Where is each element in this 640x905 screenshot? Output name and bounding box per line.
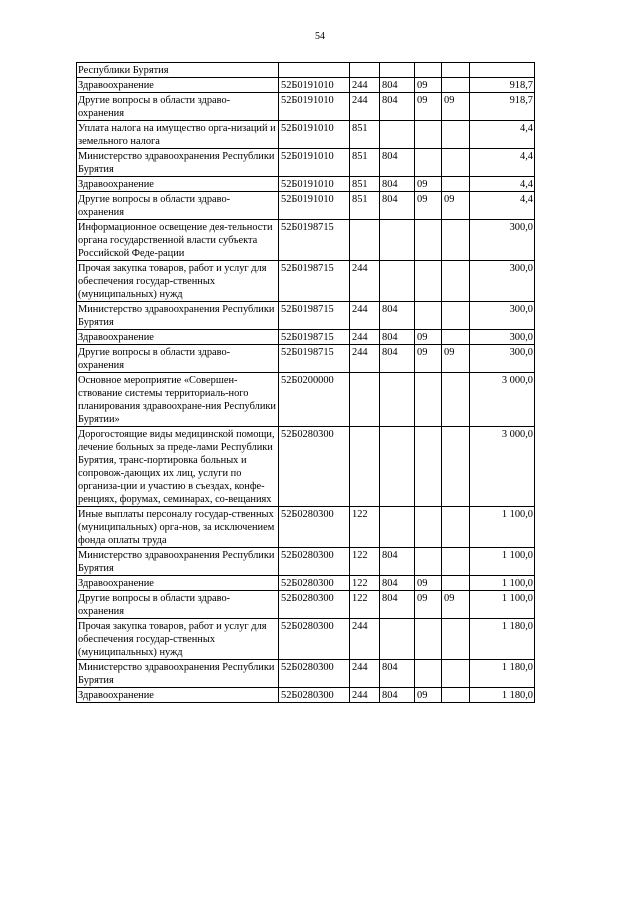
amount-cell: 1 100,0 — [470, 548, 535, 576]
amount-cell: 4,4 — [470, 121, 535, 149]
section-code-cell — [415, 121, 442, 149]
table-row — [77, 619, 535, 660]
amount-cell: 918,7 — [470, 78, 535, 93]
target-article-code-cell: 52Б0280300 — [279, 688, 350, 703]
target-article-code-cell: 52Б0191010 — [279, 149, 350, 177]
administrator-code-cell: 804 — [380, 149, 415, 177]
table-row — [77, 427, 535, 507]
subsection-code-cell — [442, 177, 470, 192]
expense-type-code-cell: 122 — [350, 548, 380, 576]
subsection-code-cell — [442, 507, 470, 548]
expense-type-code-cell — [350, 427, 380, 507]
table-row — [77, 660, 535, 688]
page-number: 54 — [315, 31, 325, 42]
row-name-cell: Здравоохранение — [77, 576, 279, 591]
subsection-code-cell — [442, 576, 470, 591]
expense-type-code-cell: 122 — [350, 591, 380, 619]
table-row — [77, 149, 535, 177]
subsection-code-cell: 09 — [442, 93, 470, 121]
subsection-code-cell — [442, 149, 470, 177]
amount-cell: 918,7 — [470, 93, 535, 121]
section-code-cell — [415, 507, 442, 548]
table-row — [77, 121, 535, 149]
amount-cell: 300,0 — [470, 220, 535, 261]
administrator-code-cell: 804 — [380, 345, 415, 373]
administrator-code-cell — [380, 63, 415, 78]
target-article-code-cell: 52Б0280300 — [279, 576, 350, 591]
administrator-code-cell: 804 — [380, 688, 415, 703]
expense-type-code-cell: 244 — [350, 302, 380, 330]
expense-type-code-cell — [350, 373, 380, 427]
administrator-code-cell: 804 — [380, 330, 415, 345]
subsection-code-cell — [442, 619, 470, 660]
administrator-code-cell: 804 — [380, 93, 415, 121]
administrator-code-cell — [380, 507, 415, 548]
administrator-code-cell — [380, 373, 415, 427]
target-article-code-cell: 52Б0280300 — [279, 660, 350, 688]
target-article-code-cell: 52Б0191010 — [279, 121, 350, 149]
row-name-cell: Дорогостоящие виды медицинской помощи, лечение больных за преде-лами Республики Бурятия, транс-портировка больных и сопровож-дающих их лиц, услуги по организа-ции и участию в съездах, конфе-ренциях, форумах, семинарах, со-вещаниях — [77, 427, 279, 507]
subsection-code-cell — [442, 330, 470, 345]
target-article-code-cell: 52Б0198715 — [279, 302, 350, 330]
target-article-code-cell: 52Б0280300 — [279, 591, 350, 619]
target-article-code-cell: 52Б0280300 — [279, 548, 350, 576]
section-code-cell — [415, 149, 442, 177]
administrator-code-cell: 804 — [380, 302, 415, 330]
administrator-code-cell: 804 — [380, 78, 415, 93]
subsection-code-cell — [442, 63, 470, 78]
amount-cell: 3 000,0 — [470, 373, 535, 427]
amount-cell: 1 100,0 — [470, 591, 535, 619]
section-code-cell: 09 — [415, 78, 442, 93]
section-code-cell — [415, 63, 442, 78]
row-name-cell: Другие вопросы в области здраво-охранения — [77, 93, 279, 121]
row-name-cell: Прочая закупка товаров, работ и услуг для обеспечения государ-ственных (муниципальных) нужд — [77, 261, 279, 302]
administrator-code-cell: 804 — [380, 591, 415, 619]
row-name-cell: Министерство здравоохранения Республики Бурятия — [77, 302, 279, 330]
amount-cell: 4,4 — [470, 192, 535, 220]
table-row — [77, 548, 535, 576]
expense-type-code-cell: 244 — [350, 93, 380, 121]
expense-type-code-cell: 244 — [350, 78, 380, 93]
budget-table — [76, 62, 535, 703]
amount-cell: 1 180,0 — [470, 660, 535, 688]
section-code-cell: 09 — [415, 330, 442, 345]
section-code-cell: 09 — [415, 192, 442, 220]
table-row — [77, 688, 535, 703]
table-row — [77, 177, 535, 192]
row-name-cell: Другие вопросы в области здраво-охранения — [77, 192, 279, 220]
amount-cell: 300,0 — [470, 345, 535, 373]
table-row — [77, 330, 535, 345]
amount-cell: 1 100,0 — [470, 576, 535, 591]
expense-type-code-cell: 851 — [350, 149, 380, 177]
target-article-code-cell: 52Б0198715 — [279, 345, 350, 373]
target-article-code-cell: 52Б0200000 — [279, 373, 350, 427]
table-row — [77, 576, 535, 591]
subsection-code-cell: 09 — [442, 345, 470, 373]
administrator-code-cell: 804 — [380, 660, 415, 688]
expense-type-code-cell: 244 — [350, 261, 380, 302]
amount-cell: 3 000,0 — [470, 427, 535, 507]
section-code-cell — [415, 660, 442, 688]
section-code-cell: 09 — [415, 591, 442, 619]
section-code-cell: 09 — [415, 345, 442, 373]
subsection-code-cell — [442, 220, 470, 261]
row-name-cell: Министерство здравоохранения Республики Бурятия — [77, 149, 279, 177]
table-row — [77, 591, 535, 619]
administrator-code-cell — [380, 427, 415, 507]
target-article-code-cell — [279, 63, 350, 78]
subsection-code-cell — [442, 261, 470, 302]
amount-cell: 1 100,0 — [470, 507, 535, 548]
section-code-cell — [415, 261, 442, 302]
amount-cell: 1 180,0 — [470, 688, 535, 703]
subsection-code-cell — [442, 373, 470, 427]
target-article-code-cell: 52Б0191010 — [279, 192, 350, 220]
table-row — [77, 78, 535, 93]
subsection-code-cell — [442, 427, 470, 507]
expense-type-code-cell: 122 — [350, 576, 380, 591]
expense-type-code-cell: 244 — [350, 619, 380, 660]
table-row — [77, 302, 535, 330]
table-row — [77, 63, 535, 78]
section-code-cell — [415, 220, 442, 261]
section-code-cell — [415, 548, 442, 576]
amount-cell — [470, 63, 535, 78]
expense-type-code-cell: 851 — [350, 177, 380, 192]
amount-cell: 300,0 — [470, 330, 535, 345]
expense-type-code-cell: 122 — [350, 507, 380, 548]
row-name-cell: Здравоохранение — [77, 688, 279, 703]
section-code-cell: 09 — [415, 688, 442, 703]
subsection-code-cell — [442, 78, 470, 93]
amount-cell: 4,4 — [470, 177, 535, 192]
section-code-cell — [415, 373, 442, 427]
subsection-code-cell — [442, 548, 470, 576]
expense-type-code-cell: 851 — [350, 192, 380, 220]
expense-type-code-cell: 244 — [350, 688, 380, 703]
table-row — [77, 93, 535, 121]
amount-cell: 1 180,0 — [470, 619, 535, 660]
row-name-cell: Информационное освещение дея-тельности органа государственной власти субъекта Российской Феде-рации — [77, 220, 279, 261]
administrator-code-cell: 804 — [380, 548, 415, 576]
administrator-code-cell: 804 — [380, 576, 415, 591]
section-code-cell: 09 — [415, 177, 442, 192]
expense-type-code-cell: 244 — [350, 330, 380, 345]
table-row — [77, 220, 535, 261]
subsection-code-cell — [442, 302, 470, 330]
expense-type-code-cell — [350, 63, 380, 78]
expense-type-code-cell: 244 — [350, 660, 380, 688]
row-name-cell: Иные выплаты персоналу государ-ственных (муниципальных) орга-нов, за исключением фонда оплаты труда — [77, 507, 279, 548]
section-code-cell — [415, 302, 442, 330]
expense-type-code-cell: 851 — [350, 121, 380, 149]
section-code-cell — [415, 619, 442, 660]
administrator-code-cell — [380, 619, 415, 660]
row-name-cell: Министерство здравоохранения Республики Бурятия — [77, 548, 279, 576]
target-article-code-cell: 52Б0198715 — [279, 330, 350, 345]
target-article-code-cell: 52Б0280300 — [279, 619, 350, 660]
subsection-code-cell — [442, 121, 470, 149]
expense-type-code-cell — [350, 220, 380, 261]
table-row — [77, 192, 535, 220]
row-name-cell: Республики Бурятия — [77, 63, 279, 78]
amount-cell: 300,0 — [470, 302, 535, 330]
administrator-code-cell: 804 — [380, 192, 415, 220]
row-name-cell: Здравоохранение — [77, 330, 279, 345]
row-name-cell: Министерство здравоохранения Республики Бурятия — [77, 660, 279, 688]
row-name-cell: Здравоохранение — [77, 78, 279, 93]
section-code-cell: 09 — [415, 576, 442, 591]
row-name-cell: Основное мероприятие «Совершен-ствование системы территориаль-ного планирования здравоохране-ния Республики Бурятии» — [77, 373, 279, 427]
row-name-cell: Здравоохранение — [77, 177, 279, 192]
administrator-code-cell — [380, 220, 415, 261]
table-row — [77, 373, 535, 427]
amount-cell: 4,4 — [470, 149, 535, 177]
target-article-code-cell: 52Б0191010 — [279, 78, 350, 93]
budget-table-body — [77, 63, 535, 703]
expense-type-code-cell: 244 — [350, 345, 380, 373]
section-code-cell — [415, 427, 442, 507]
target-article-code-cell: 52Б0191010 — [279, 177, 350, 192]
table-row — [77, 507, 535, 548]
row-name-cell: Прочая закупка товаров, работ и услуг для обеспечения государ-ственных (муниципальных) нужд — [77, 619, 279, 660]
table-row — [77, 345, 535, 373]
target-article-code-cell: 52Б0280300 — [279, 507, 350, 548]
row-name-cell: Другие вопросы в области здраво-охранения — [77, 591, 279, 619]
target-article-code-cell: 52Б0198715 — [279, 220, 350, 261]
subsection-code-cell: 09 — [442, 591, 470, 619]
subsection-code-cell — [442, 660, 470, 688]
amount-cell: 300,0 — [470, 261, 535, 302]
target-article-code-cell: 52Б0198715 — [279, 261, 350, 302]
administrator-code-cell: 804 — [380, 177, 415, 192]
table-row — [77, 261, 535, 302]
row-name-cell: Уплата налога на имущество орга-низаций и земельного налога — [77, 121, 279, 149]
target-article-code-cell: 52Б0191010 — [279, 93, 350, 121]
target-article-code-cell: 52Б0280300 — [279, 427, 350, 507]
administrator-code-cell — [380, 121, 415, 149]
section-code-cell: 09 — [415, 93, 442, 121]
administrator-code-cell — [380, 261, 415, 302]
subsection-code-cell — [442, 688, 470, 703]
row-name-cell: Другие вопросы в области здраво-охранения — [77, 345, 279, 373]
subsection-code-cell: 09 — [442, 192, 470, 220]
